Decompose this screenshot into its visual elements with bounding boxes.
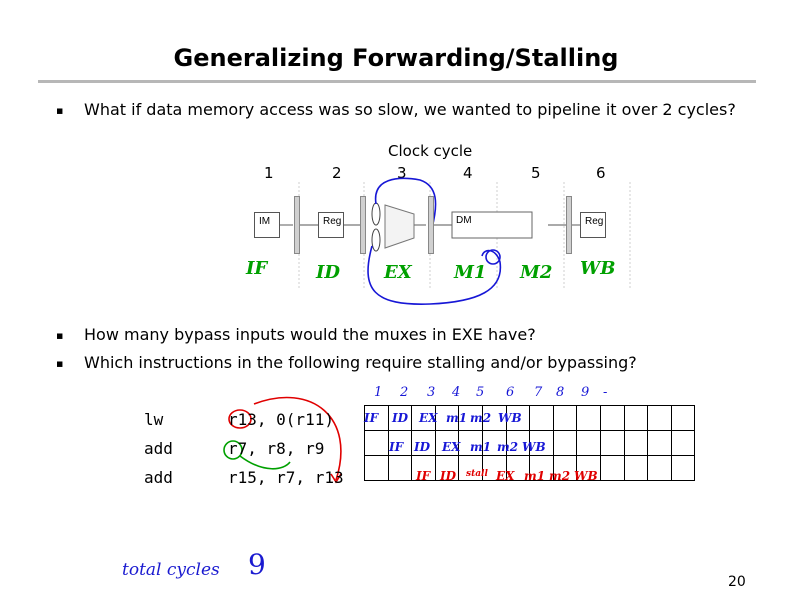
bullet-text-1: What if data memory access was so slow, we wanted to pipeline it over 2 cycles?: [84, 100, 736, 119]
timing-entry: m2: [470, 411, 492, 425]
operands: r15, r7, r13: [228, 468, 344, 487]
bullet-square-icon: ▪: [56, 357, 64, 370]
cycle-number: 4: [463, 164, 473, 182]
instruction-operands: [228, 405, 363, 492]
opcode: add: [144, 468, 173, 487]
bullet-square-icon: ▪: [56, 329, 64, 342]
timing-entry: EX: [442, 440, 461, 454]
cycle-number-handwritten: 3: [427, 385, 436, 400]
cycle-number: 2: [332, 164, 342, 182]
timing-entry: IF: [364, 411, 379, 425]
alu-shape: [385, 205, 414, 248]
operands: r13, 0(r11): [228, 410, 334, 429]
timing-entry: ID: [440, 469, 457, 483]
timing-entry: stall: [466, 469, 488, 479]
instruction-opcodes: [144, 405, 214, 492]
timing-entry: IF: [416, 469, 431, 483]
mux-top: [372, 203, 380, 225]
cycle-number-handwritten: 7: [534, 385, 543, 400]
dm-box: DM: [456, 215, 472, 226]
operands: r7, r8, r9: [228, 439, 325, 458]
stage-label: ID: [316, 262, 341, 283]
cycle-number: 1: [264, 164, 274, 182]
cycle-number-handwritten: 8: [556, 385, 565, 400]
clock-cycle-label: Clock cycle: [388, 142, 473, 160]
cycle-number-handwritten: 6: [506, 385, 515, 400]
timing-entry: IF: [389, 440, 404, 454]
cycle-number-handwritten: 9: [581, 385, 590, 400]
table-row: [365, 406, 695, 431]
stage-label: M1: [454, 262, 487, 283]
timing-entry: EX: [496, 469, 515, 483]
pipeline-latch: [566, 196, 572, 254]
cycle-number: 5: [531, 164, 541, 182]
cycle-number: 3: [397, 164, 407, 182]
timing-entry: WB: [498, 411, 522, 425]
reg-box-write: Reg: [580, 212, 606, 238]
timing-entry: m1: [470, 440, 492, 454]
timing-entry: m1: [524, 469, 546, 483]
stage-label: IF: [246, 258, 268, 279]
bullet-text-2: How many bypass inputs would the muxes in EXE have?: [84, 325, 536, 344]
cycle-number: 6: [596, 164, 606, 182]
timing-entry: m2: [497, 440, 519, 454]
timing-entry: m1: [446, 411, 468, 425]
im-box: IM: [254, 212, 280, 238]
cycle-number-handwritten: 1: [374, 385, 383, 400]
stage-label: M2: [520, 262, 553, 283]
cycle-number-handwritten: 4: [452, 385, 461, 400]
stage-label: WB: [580, 258, 616, 279]
timing-entry: m2: [549, 469, 571, 483]
timing-entry: ID: [414, 440, 431, 454]
cycle-number-handwritten: 2: [400, 385, 409, 400]
slide-title: Generalizing Forwarding/Stalling: [173, 44, 619, 72]
mux-bottom: [372, 229, 380, 251]
stage-label: EX: [384, 262, 412, 283]
pipeline-latch: [360, 196, 366, 254]
timing-entry: WB: [522, 440, 546, 454]
timing-entry: ID: [392, 411, 409, 425]
reg-box-read: Reg: [318, 212, 344, 238]
cycle-number-handwritten: -: [603, 385, 608, 400]
total-cycles-value: 9: [248, 548, 266, 581]
pipeline-latch: [428, 196, 434, 254]
opcode: lw: [144, 410, 164, 429]
cycle-number-handwritten: 5: [476, 385, 485, 400]
total-cycles-label: total cycles: [122, 560, 220, 580]
bullet-text-3: Which instructions in the following require stalling and/or bypassing?: [84, 353, 637, 372]
opcode: add: [144, 439, 173, 458]
timing-entry: EX: [419, 411, 438, 425]
bullet-square-icon: ▪: [56, 104, 64, 117]
pipeline-latch: [294, 196, 300, 254]
timing-entry: WB: [574, 469, 598, 483]
page-number: 20: [728, 574, 746, 590]
